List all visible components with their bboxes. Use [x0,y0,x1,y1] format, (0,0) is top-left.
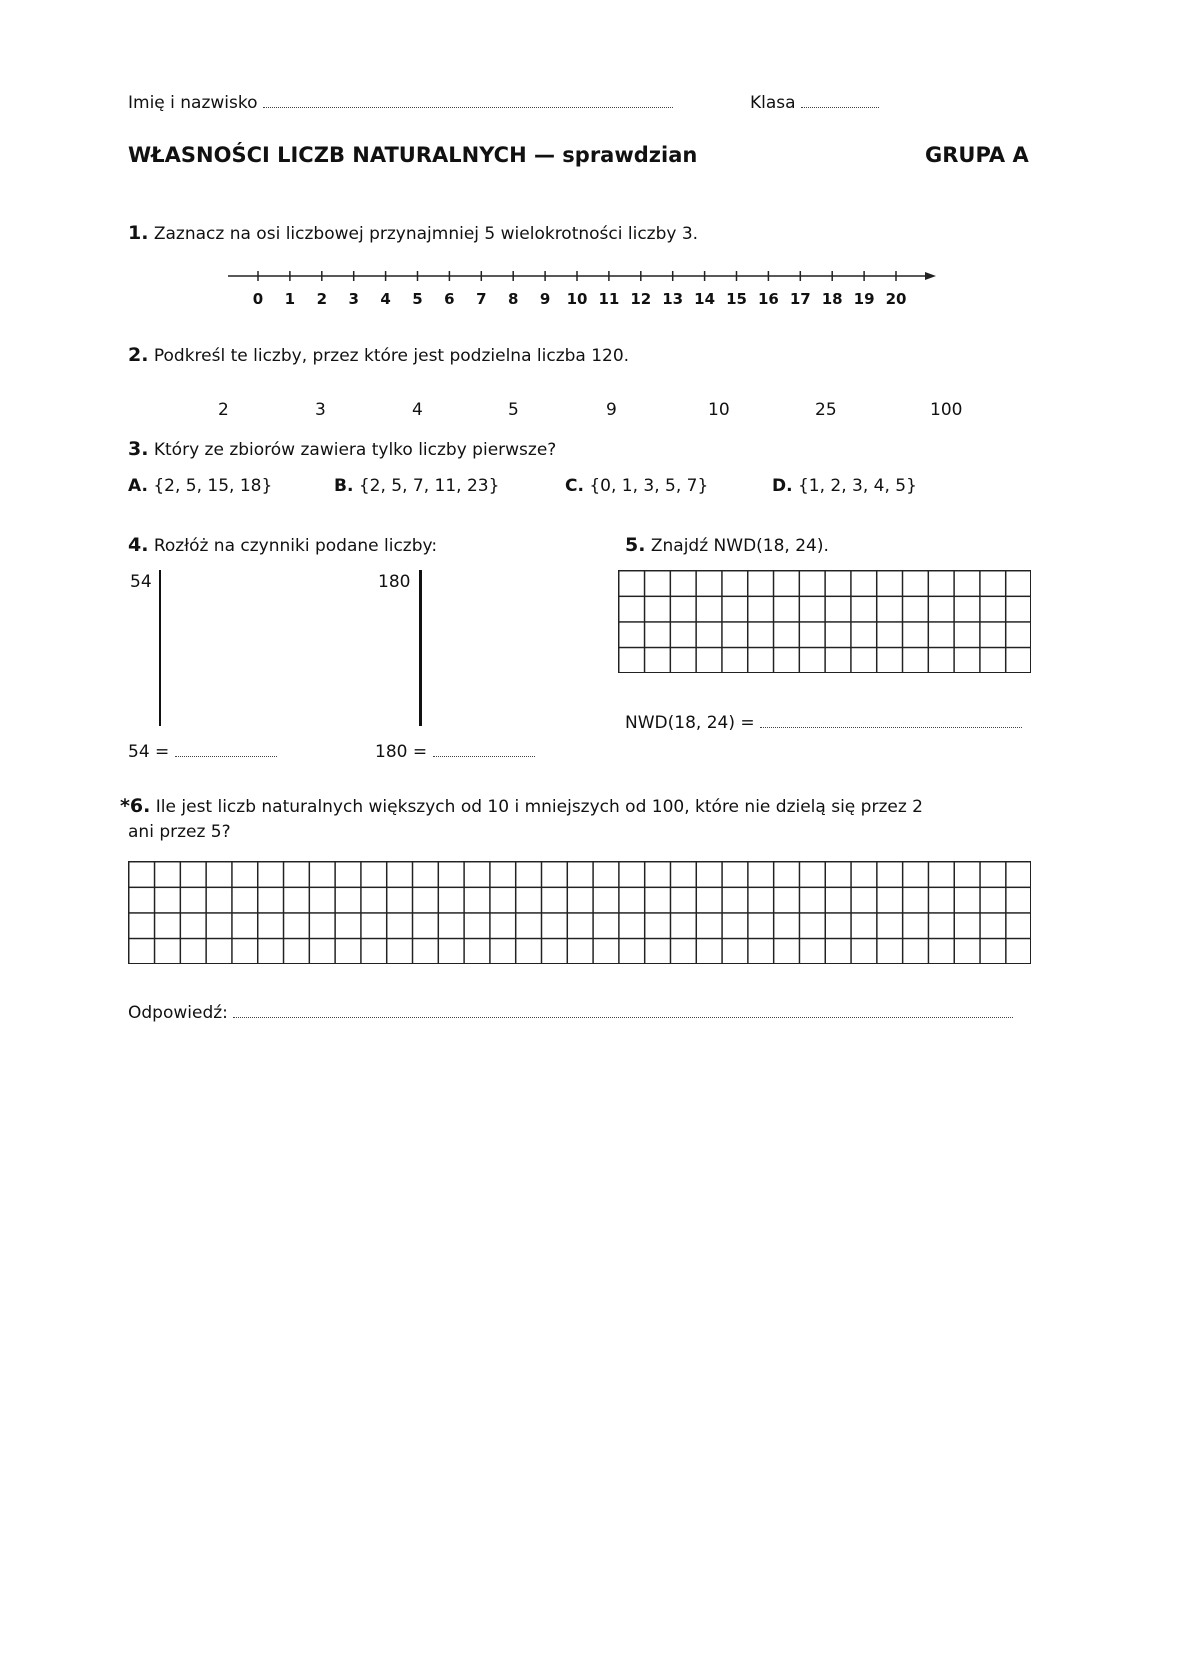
question-text: Zaznacz na osi liczbowej przynajmniej 5 wielokrotności liczby 3. [153,224,699,244]
axis-label: 14 [694,290,716,308]
question-5 [625,534,829,556]
axis-label: 7 [476,290,487,308]
option-set: {2, 5, 7, 11, 23} [358,476,500,496]
divisor-option[interactable]: 25 [815,400,837,420]
question-number: *6. [120,795,151,817]
axis-label: 3 [348,290,359,308]
option-set: {1, 2, 3, 4, 5} [797,476,917,496]
axis-label: 5 [412,290,423,308]
question-4 [128,534,437,556]
group-label: GRUPA A [925,143,1029,167]
axis-label: 12 [630,290,652,308]
axis-label: 15 [726,290,747,308]
question-text: Rozłóż na czynniki podane liczby: [153,536,438,556]
axis-label: 20 [885,290,907,308]
axis-label: 6 [444,290,455,308]
option-letter: C. [565,476,584,496]
question-number: 2. [128,344,149,366]
result-label: 54 = [128,742,170,762]
class-dotted-line[interactable] [801,93,879,108]
answer-field[interactable] [128,1003,1013,1023]
question-text: Podkreśl te liczby, przez które jest podzielna liczba 120. [153,346,630,366]
question-number: 1. [128,222,149,244]
result-label: 180 = [375,742,428,762]
factor-number-54: 54 [130,572,152,592]
axis-label: 2 [316,290,328,308]
result-dotted-line[interactable] [760,713,1022,728]
axis-label: 17 [789,290,811,308]
question-1 [128,222,698,244]
divisor-option[interactable]: 9 [606,400,617,420]
result-dotted-line[interactable] [433,742,535,757]
factor-line-54[interactable] [159,570,161,726]
factor-number-180: 180 [378,572,411,592]
divisor-option[interactable]: 100 [930,400,963,420]
question-6-continued: ani przez 5? [128,822,231,842]
option-letter: B. [334,476,354,496]
page-title: WŁASNOŚCI LICZB NATURALNYCH — sprawdzian [128,143,698,167]
divisor-option[interactable]: 5 [508,400,519,420]
question-2 [128,344,629,366]
factor-result-180[interactable] [375,742,535,762]
question-number: 3. [128,438,149,460]
option-set: {2, 5, 15, 18} [153,476,273,496]
option-b[interactable] [334,476,499,496]
nwd-result[interactable] [625,713,1022,733]
option-d[interactable] [772,476,917,496]
number-line[interactable] [220,262,940,312]
question-text: Znajdź NWD(18, 24). [650,536,829,556]
answer-label: Odpowiedź: [128,1003,228,1023]
nwd-work-grid[interactable] [618,570,1031,673]
axis-label: 19 [853,290,875,308]
option-letter: D. [772,476,793,496]
factor-line-180[interactable] [419,570,422,726]
axis-label: 16 [757,290,779,308]
axis-label: 4 [380,290,391,308]
axis-label: 0 [252,290,264,308]
option-set: {0, 1, 3, 5, 7} [589,476,709,496]
axis-label: 10 [566,290,588,308]
question-text: Który ze zbiorów zawiera tylko liczby pierwsze? [153,440,557,460]
divisor-option[interactable]: 10 [708,400,730,420]
question-text: Ile jest liczb naturalnych większych od 10 i mniejszych od 100, które nie dzielą się przez 2 [155,797,923,817]
name-field[interactable] [128,93,673,113]
axis-label: 8 [507,290,519,308]
class-label: Klasa [750,93,796,113]
question-3 [128,438,556,460]
question-6 [120,795,923,817]
axis-label: 1 [284,290,296,308]
answer-dotted-line[interactable] [233,1003,1013,1018]
axis-label: 18 [821,290,843,308]
factor-result-54[interactable] [128,742,277,762]
question-number: 5. [625,534,646,556]
axis-label: 9 [539,290,551,308]
work-grid[interactable] [128,861,1031,964]
option-a[interactable] [128,476,272,496]
class-field[interactable] [750,93,879,113]
name-label: Imię i nazwisko [128,93,258,113]
question-number: 4. [128,534,149,556]
axis-label: 13 [662,290,684,308]
divisor-option[interactable]: 4 [412,400,423,420]
name-dotted-line[interactable] [263,93,673,108]
divisor-option[interactable]: 3 [315,400,326,420]
divisor-option[interactable]: 2 [218,400,229,420]
result-label: NWD(18, 24) = [625,713,755,733]
arrow-icon [925,272,936,280]
result-dotted-line[interactable] [175,742,277,757]
option-letter: A. [128,476,148,496]
option-c[interactable] [565,476,708,496]
axis-label: 11 [598,290,620,308]
